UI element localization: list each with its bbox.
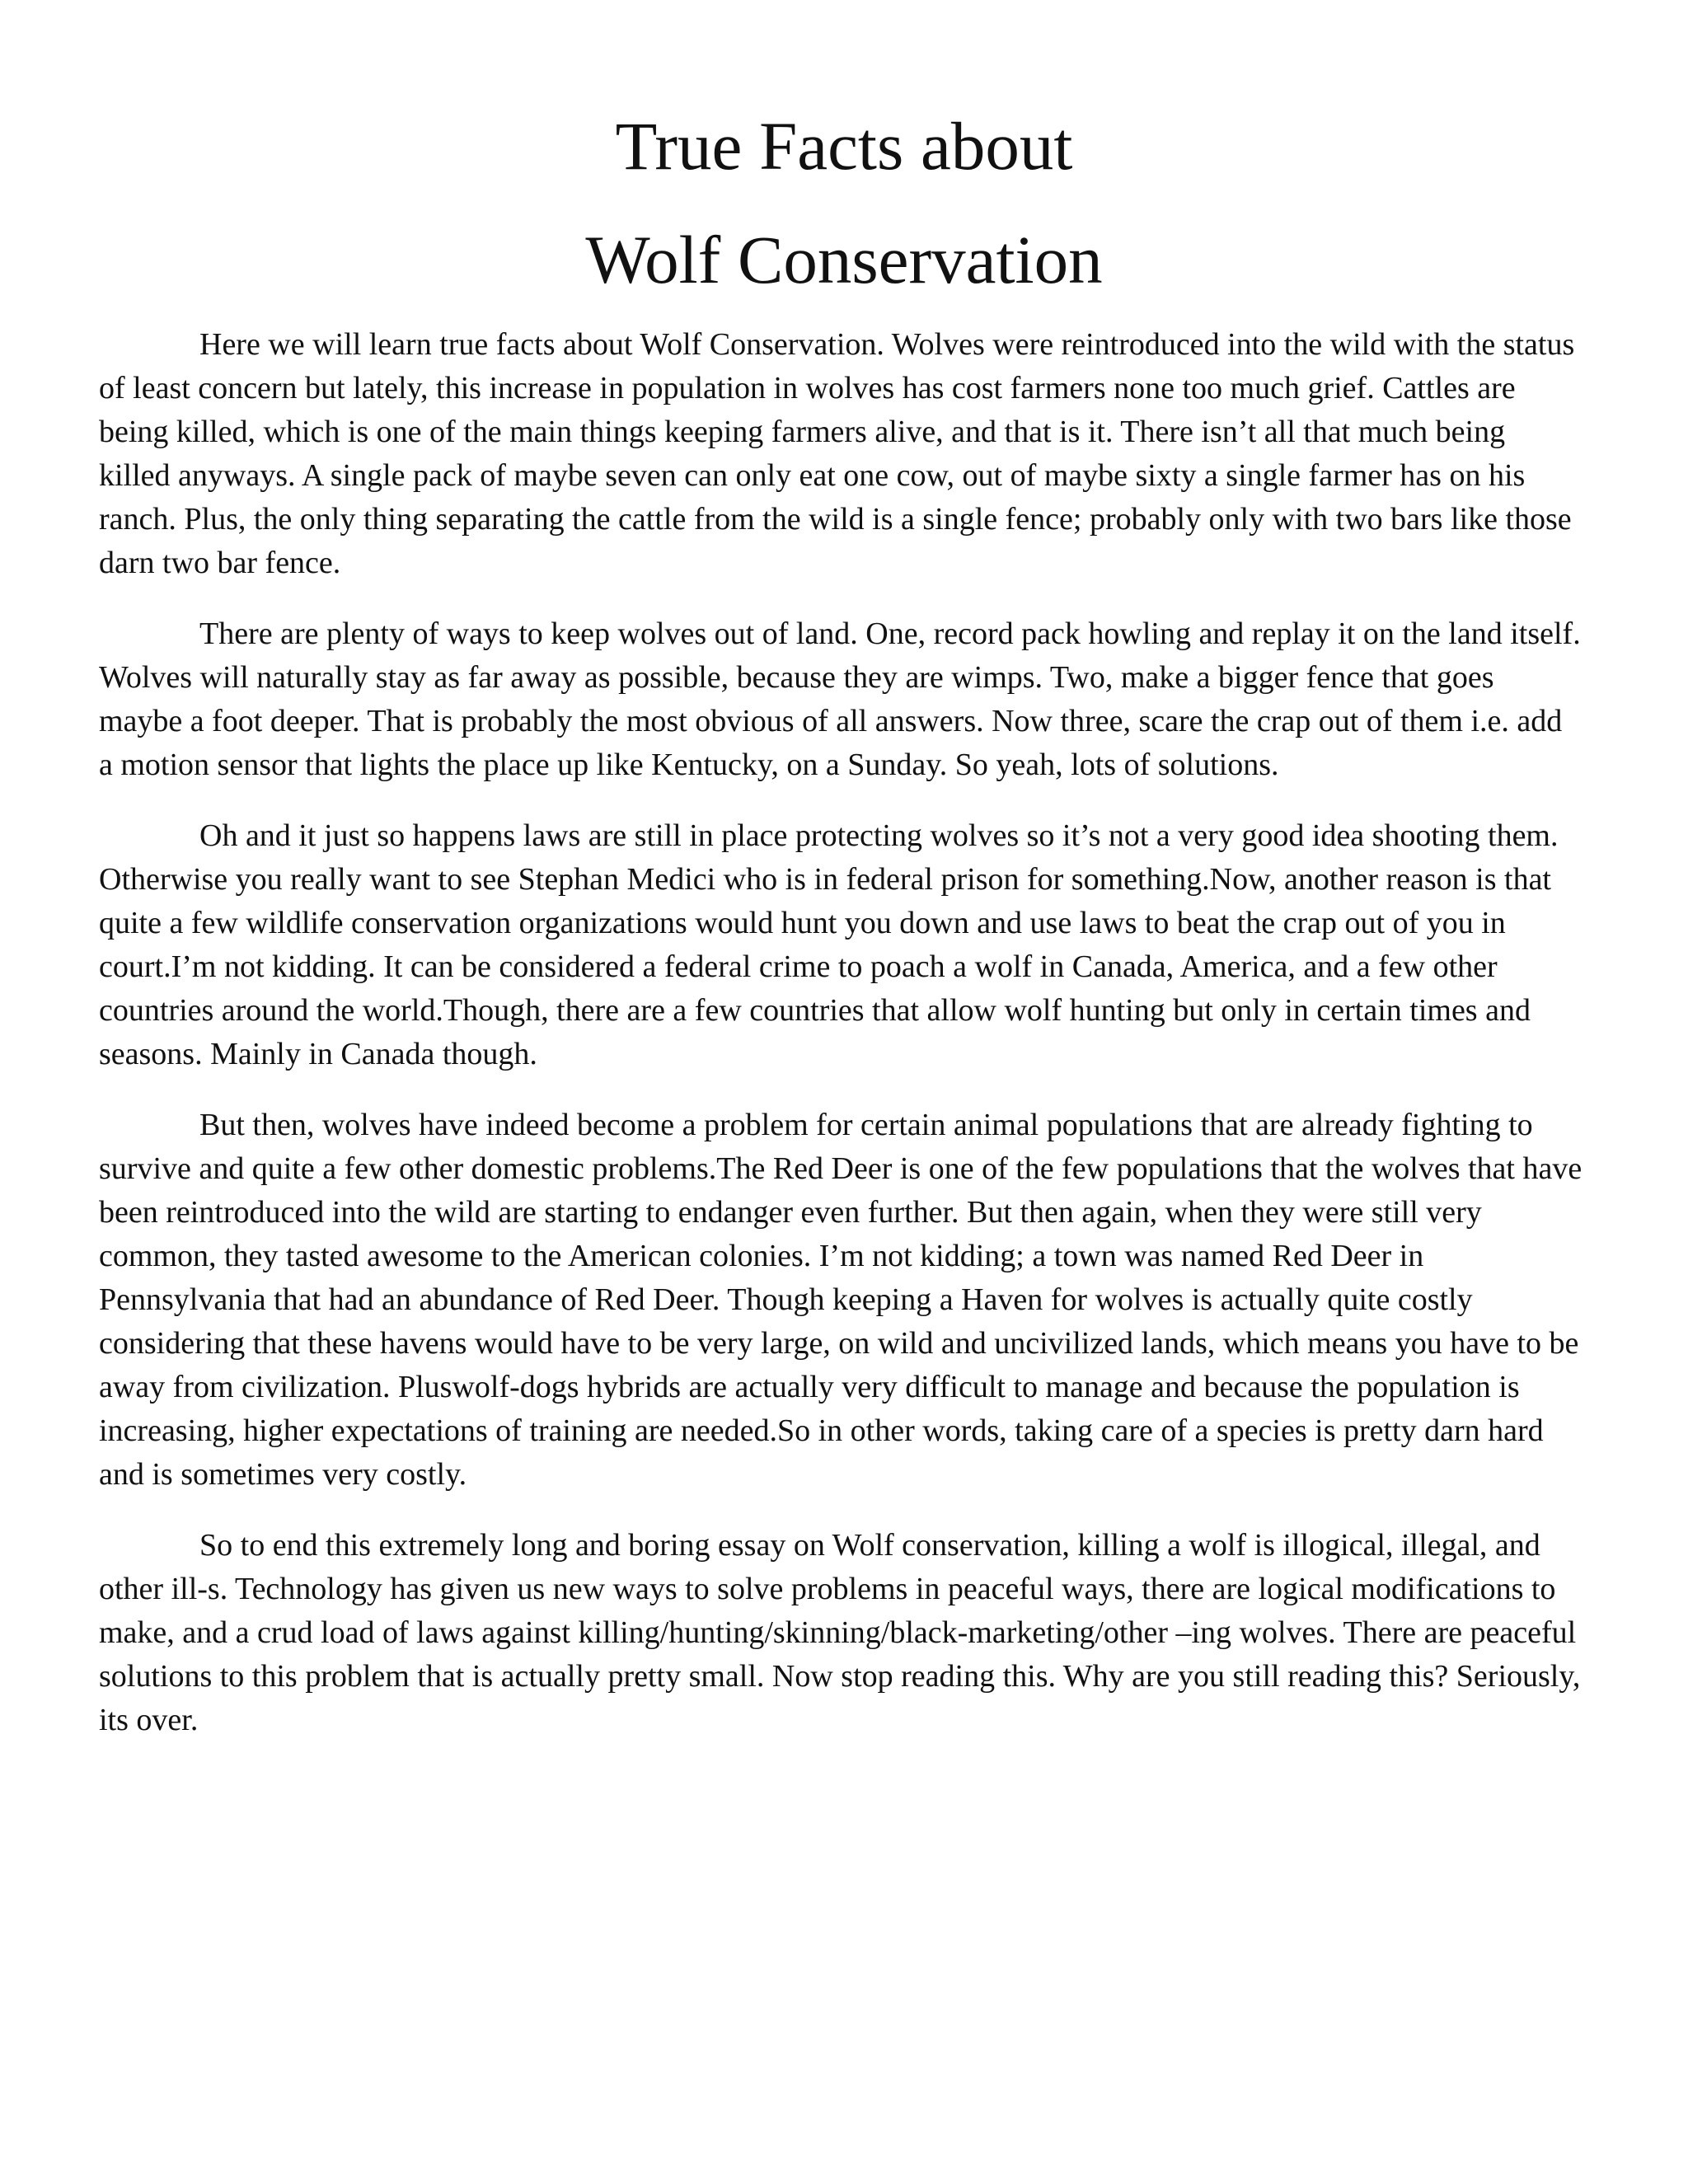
essay-body: [99, 323, 1582, 1769]
paragraph-1: Here we will learn true facts about Wolf Conservation. Wolves were reintroduced into the wild with the status of least concern but lately, this increase in population in wolves has cost farmers none too much grief. Cattles are being killed, which is one of the main things keeping farmers alive, and that is it. There isn’t all that much being killed anyways. A single pack of maybe seven can only eat one cow, out of maybe sixty a single farmer has on his ranch. Plus, the only thing separating the cattle from the wild is a single fence; probably only with two bars like those darn two bar fence.: [99, 327, 1575, 580]
paragraph-3: Oh and it just so happens laws are still in place protecting wolves so it’s not a very good idea shooting them. Otherwise you really want to see Stephan Medici who is in federal prison for something.Now, another reason is that quite a few wildlife conservation organizations would hunt you down and use laws to beat the crap out of you in court.I’m not kidding. It can be considered a federal crime to poach a wolf in Canada, America, and a few other countries around the world.Though, there are a few countries that allow wolf hunting but only in certain times and seasons. Mainly in Canada though.: [99, 818, 1559, 1071]
paragraph-2: There are plenty of ways to keep wolves out of land. One, record pack howling and replay it on the land itself. Wolves will naturally stay as far away as possible, because they are wimps. Two, make a bigger fence that goes maybe a foot deeper. That is probably the most obvious of all answers. Now three, scare the crap out of them i.e. add a motion sensor that lights the place up like Kentucky, on a Sunday. So yeah, lots of solutions.: [99, 616, 1581, 782]
document-title: [0, 89, 1688, 316]
paragraph-5: So to end this extremely long and boring essay on Wolf conservation, killing a wolf is illogical, illegal, and other ill-s. Technology has given us new ways to solve problems in peaceful ways, there are logical modifications to make, and a crud load of laws against killing/hunting/skinning/black-marketing/other –ing wolves. There are peaceful solutions to this problem that is actually pretty small. Now stop reading this. Why are you still reading this? Seriously, its over.: [99, 1528, 1581, 1737]
title-line-1: True Facts about: [615, 108, 1073, 184]
paragraph-4: But then, wolves have indeed become a problem for certain animal populations that are already fighting to survive and quite a few other domestic problems.The Red Deer is one of the few populations that the wolves that have been reintroduced into the wild are starting to endanger even further. But then again, when they were still very common, they tasted awesome to the American colonies. I’m not kidding; a town was named Red Deer in Pennsylvania that had an abundance of Red Deer. Though keeping a Haven for wolves is actually quite costly considering that these havens would have to be very large, on wild and uncivilized lands, which means you have to be away from civilization. Pluswolf-dogs hybrids are actually very difficult to manage and because the population is increasing, higher expectations of training are needed.So in other words, taking care of a species is pretty darn hard and is sometimes very costly.: [99, 1108, 1582, 1492]
title-line-2: Wolf Conservation: [585, 222, 1103, 298]
